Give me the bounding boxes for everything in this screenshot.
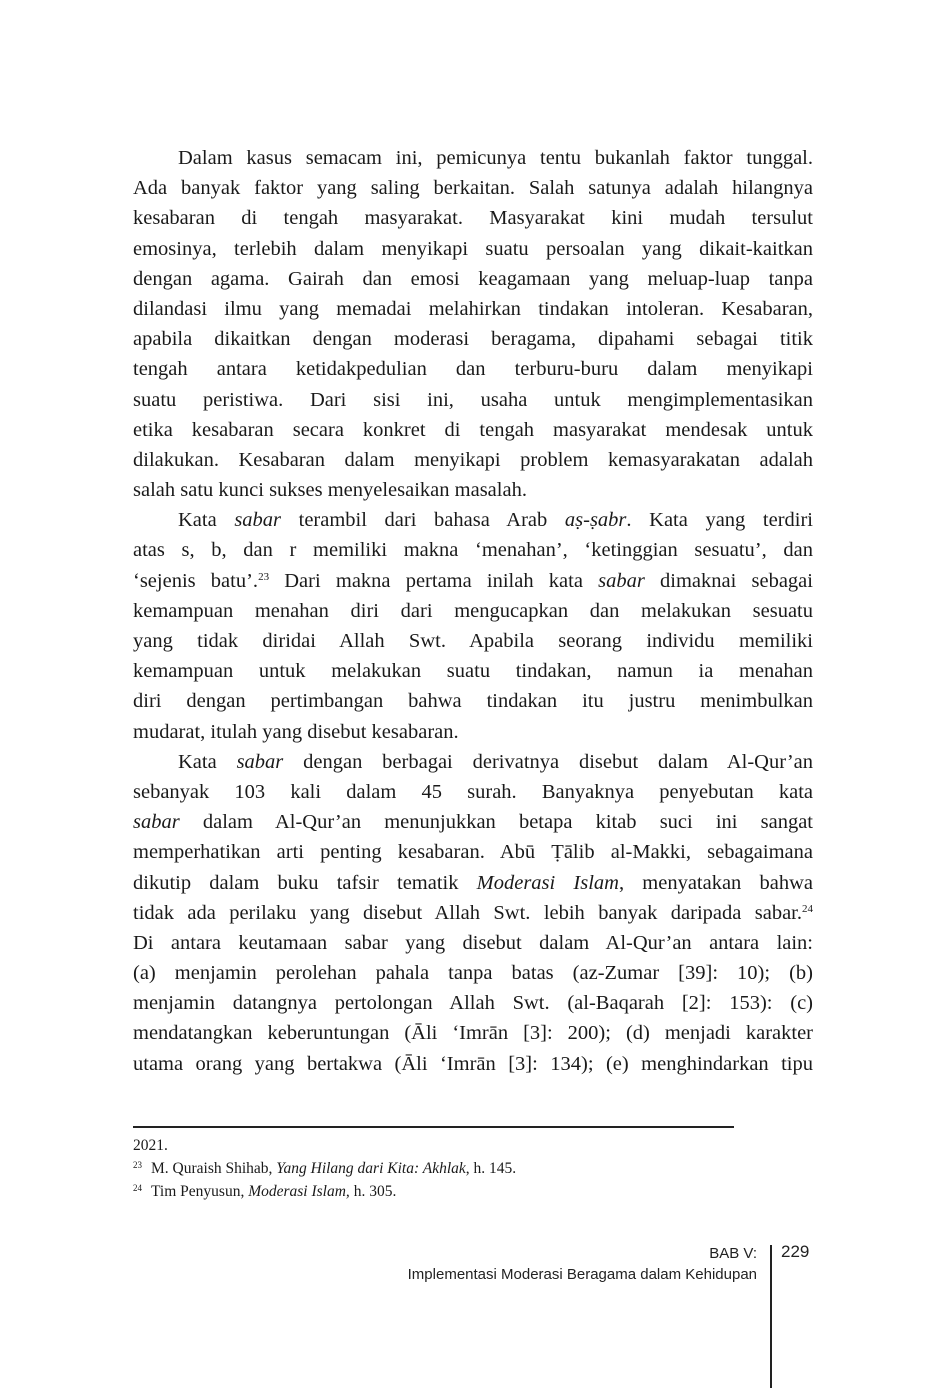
text-segment: dengan agama. Gairah dan emosi keagamaan yang meluap-luap tanpa (133, 267, 813, 290)
italic-text: Moderasi Islam (476, 871, 619, 894)
footnote-continuation: 2021. (133, 1137, 168, 1154)
text-line (133, 203, 813, 233)
text-line (133, 596, 813, 626)
text-segment: etika kesabaran secara konkret di tengah masyarakat mendesak untuk (133, 418, 813, 441)
italic-text: aṣ-ṣabr (564, 509, 627, 532)
text-segment: utama orang yang bertakwa (Āli ‘Imrān [3]: 134); (e) menghindarkan tipu (133, 1052, 813, 1075)
footnote-24: 24 Tim Penyusun, Moderasi Islam, h. 305. (133, 1183, 397, 1200)
text-segment: dikutip dalam buku tafsir tematik (133, 871, 477, 894)
footnote-divider (133, 1126, 734, 1128)
text-segment: mudarat, itulah yang disebut kesabaran. (133, 720, 459, 743)
text-segment: atas s, b, dan r memiliki makna ‘menahan’, ‘ketinggian sesuatu’, dan (133, 539, 813, 562)
text-line (133, 294, 813, 324)
text-segment: dimaknai sebagai (644, 569, 813, 592)
text-line (133, 807, 813, 837)
text-line (133, 535, 813, 565)
text-line (133, 475, 813, 505)
text-segment: salah satu kunci sukses menyelesaikan masalah. (133, 479, 527, 502)
text-segment: Ada banyak faktor yang saling berkaitan. Salah satunya adalah hilangnya (133, 177, 813, 200)
footnote-author: M. Quraish Shihab, (151, 1160, 277, 1177)
chapter-title: Implementasi Moderasi Beragama dalam Kehidupan (407, 1266, 757, 1283)
text-segment: (a) menjamin perolehan pahala tanpa batas (az-Zumar [39]: 10); (b) (133, 962, 813, 985)
text-segment: Dalam kasus semacam ini, pemicunya tentu bukanlah faktor tunggal. (178, 147, 813, 169)
italic-text: sabar (236, 750, 284, 773)
text-segment: memperhatikan arti penting kesabaran. Abū Ṭālib al-Makki, sebagaimana (133, 841, 813, 864)
text-segment: mendatangkan keberuntungan (Āli ‘Imrān [3]: 200); (d) menjadi karakter (133, 1022, 813, 1045)
text-segment: yang tidak diridai Allah Swt. Apabila seorang individu memiliki (133, 630, 813, 652)
text-line (133, 777, 813, 807)
text-line (133, 988, 813, 1018)
body-text (133, 143, 813, 1079)
footer-vertical-rule (770, 1245, 772, 1388)
text-line (133, 626, 813, 656)
footnote-23: 23 M. Quraish Shihab, Yang Hilang dari Kita: Akhlak, h. 145. (133, 1160, 517, 1177)
footnote-ref: 24 (802, 902, 813, 915)
text-line (133, 234, 813, 264)
italic-text: sabar (133, 811, 180, 834)
text-segment: tengah antara ketidakpedulian dan terburu-buru dalam menyikapi (133, 358, 813, 381)
text-line (133, 656, 813, 686)
chapter-label: BAB V: (709, 1245, 757, 1262)
text-segment: Di antara keutamaan sabar yang disebut dalam Al-Qur’an antara lain: (133, 931, 813, 954)
text-line (133, 324, 813, 354)
text-segment: dengan berbagai derivatnya disebut dalam Al-Qur’an (283, 750, 813, 773)
footnote-title: Moderasi Islam, (248, 1183, 350, 1200)
text-line (133, 354, 813, 384)
text-line (133, 505, 813, 535)
text-segment: terambil dari bahasa Arab (281, 509, 565, 532)
text-segment: , menyatakan bahwa (618, 871, 813, 894)
text-segment: Dari makna pertama inilah kata (269, 569, 599, 592)
footnote-page: h. 305. (349, 1183, 397, 1200)
text-line (133, 173, 813, 203)
text-segment: kesabaran di tengah masyarakat. Masyarakat kini mudah tersulut (133, 207, 813, 230)
text-line (133, 958, 813, 988)
text-segment: kemampuan untuk melakukan suatu tindakan, namun ia menahan (133, 660, 813, 683)
text-segment: dilandasi ilmu yang memadai melahirkan tindakan intoleran. Kesabaran, (133, 297, 813, 320)
italic-text: sabar (234, 509, 282, 532)
text-line (133, 143, 813, 173)
text-line (133, 1049, 813, 1079)
text-segment: apabila dikaitkan dengan moderasi beragama, dipahami sebagai titik (133, 328, 813, 351)
text-segment: tidak ada perilaku yang disebut Allah Swt. lebih banyak daripada sabar. (133, 901, 802, 924)
footnote-title: Yang Hilang dari Kita: Akhlak (276, 1160, 466, 1177)
text-line (133, 264, 813, 294)
text-segment: dalam Al-Qur’an menunjukkan betapa kitab suci ini sangat (179, 811, 813, 834)
footnotes (133, 1134, 516, 1203)
text-segment: Kata (178, 509, 235, 532)
text-line (133, 717, 813, 747)
text-line (133, 686, 813, 716)
text-line (133, 747, 813, 777)
text-segment: sebanyak 103 kali dalam 45 surah. Banyaknya penyebutan kata (133, 780, 813, 803)
text-segment: menjamin datangnya pertolongan Allah Swt. (al-Baqarah [2]: 153): (c) (133, 992, 813, 1015)
text-segment: suatu peristiwa. Dari sisi ini, usaha untuk mengimplementasikan (133, 388, 813, 411)
footnote-ref: 23 (258, 570, 270, 583)
text-line (133, 928, 813, 958)
text-line (133, 385, 813, 415)
text-segment: emosinya, terlebih dalam menyikapi suatu persoalan yang dikait-kaitkan (133, 237, 813, 260)
text-line (133, 445, 813, 475)
text-segment: ‘sejenis batu’. (133, 569, 259, 592)
text-line (133, 837, 813, 867)
text-segment: diri dengan pertimbangan bahwa tindakan itu justru menimbulkan (133, 690, 813, 713)
text-line (133, 868, 813, 898)
italic-text: sabar (598, 569, 645, 592)
running-footer (408, 1243, 757, 1285)
text-line (133, 1018, 813, 1048)
text-segment: . Kata yang terdiri (626, 509, 813, 532)
text-segment: dilakukan. Kesabaran dalam menyikapi problem kemasyarakatan adalah (133, 448, 813, 471)
text-line (133, 415, 813, 445)
text-segment: Kata (178, 750, 237, 773)
footnote-page: , h. 145. (465, 1160, 517, 1177)
text-line (133, 566, 813, 596)
text-segment: kemampuan menahan diri dari mengucapkan dan melakukan sesuatu (133, 599, 813, 622)
footnote-author: Tim Penyusun, (151, 1183, 249, 1200)
text-line (133, 898, 813, 928)
page-number: 229 (781, 1242, 810, 1261)
